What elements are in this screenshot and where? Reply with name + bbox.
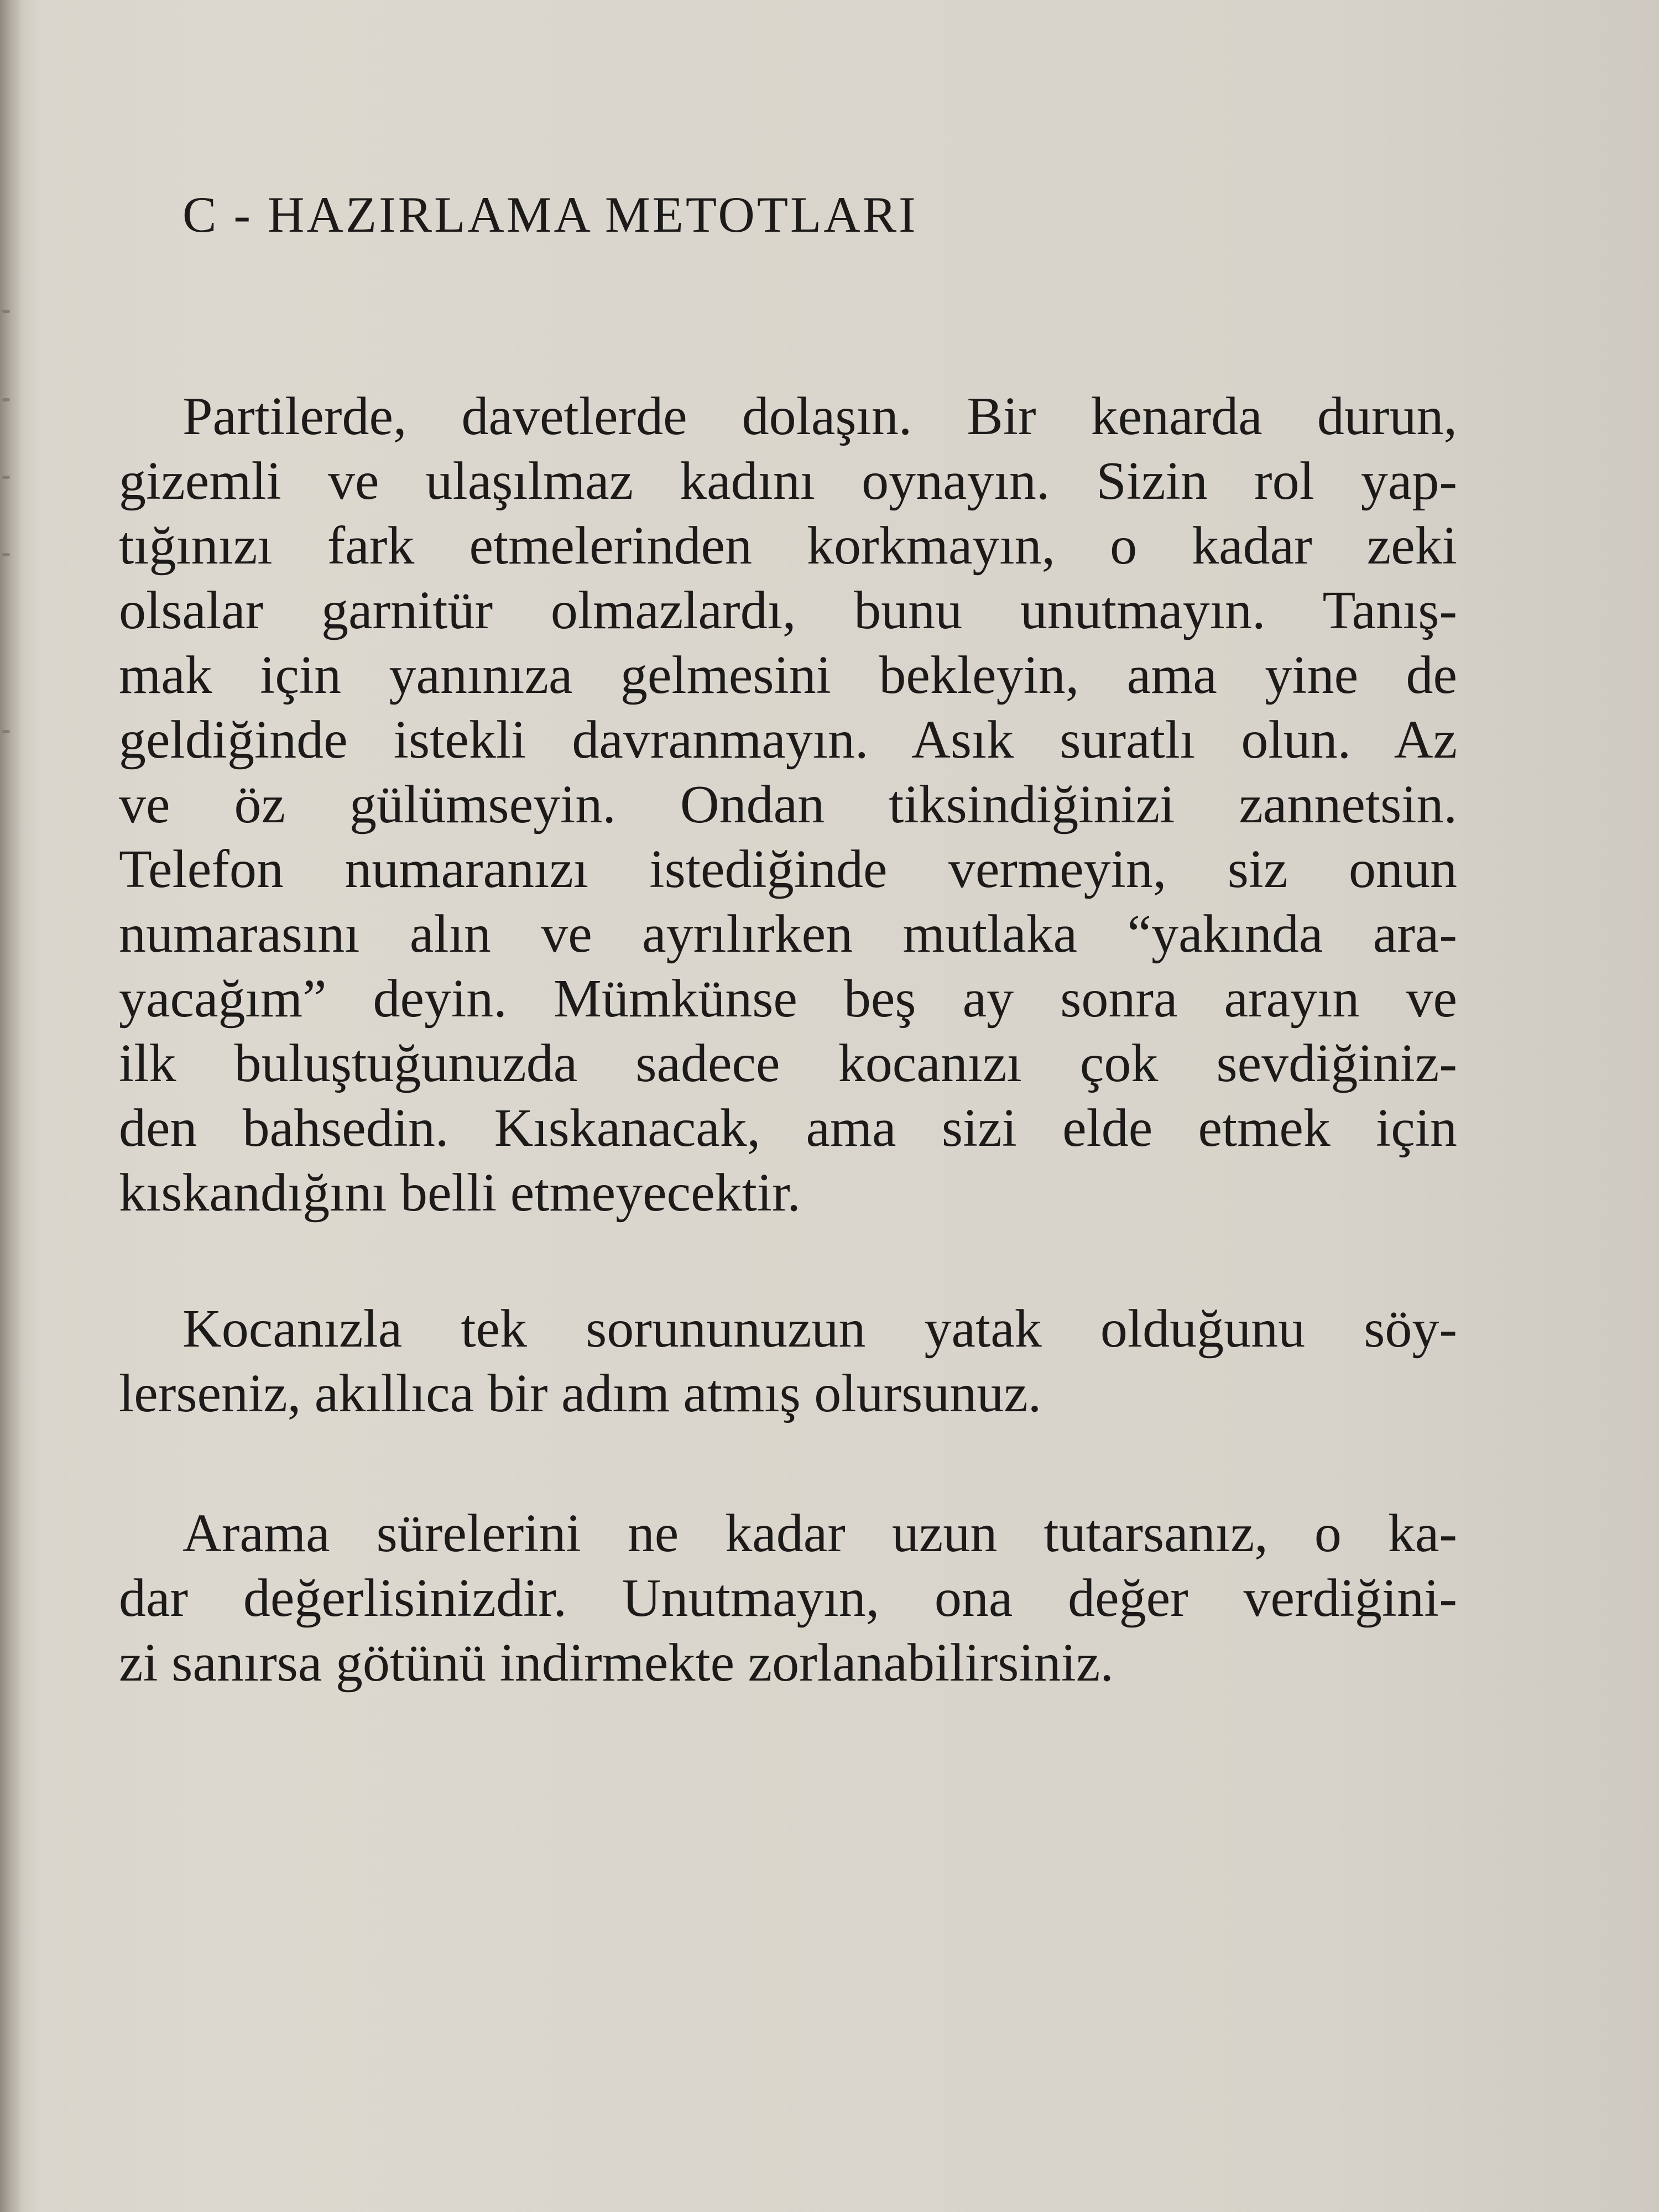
edge-mark [2, 310, 10, 313]
text-line: yacağım” deyin. Mümkünse beş ay sonra arayın ve [119, 969, 1457, 1029]
edge-mark [2, 730, 10, 733]
text-line: geldiğinde istekli davranmayın. Asık suratlı olun. Az [119, 710, 1457, 770]
paragraph-1 [119, 384, 1457, 1225]
text-line: ilk buluştuğunuzda sadece kocanızı çok sevdiğiniz- [119, 1034, 1457, 1093]
text-line: den bahsedin. Kıskanacak, ama sizi elde etmek için [119, 1098, 1457, 1158]
text-line: lerseniz, akıllıca bir adım atmış olursunuz. [119, 1364, 1042, 1423]
text-line: zi sanırsa götünü indirmekte zorlanabilirsiniz. [119, 1633, 1114, 1693]
page-edge-marks [0, 310, 14, 807]
text-line: Telefon numaranızı istediğinde vermeyin, siz onun [119, 839, 1457, 899]
edge-mark [2, 476, 10, 479]
edge-mark [2, 398, 10, 401]
section-heading: C - HAZIRLAMA METOTLARI [182, 186, 918, 243]
text-line: numarasını alın ve ayrılırken mutlaka “yakında ara- [119, 904, 1457, 964]
paragraph-3 [119, 1501, 1457, 1695]
text-line: dar değerlisinizdir. Unutmayın, ona değer verdiğini- [119, 1568, 1457, 1628]
text-line: Partilerde, davetlerde dolaşın. Bir kenarda durun, [182, 387, 1457, 446]
text-line: gizemli ve ulaşılmaz kadını oynayın. Sizin rol yap- [119, 451, 1457, 511]
text-line: ve öz gülümseyin. Ondan tiksindiğinizi zannetsin. [119, 775, 1457, 834]
text-line: Arama sürelerini ne kadar uzun tutarsanız, o ka- [182, 1504, 1457, 1563]
edge-mark [2, 553, 10, 556]
text-line: mak için yanınıza gelmesini bekleyin, ama yine de [119, 645, 1457, 705]
text-line: kıskandığını belli etmeyecektir. [119, 1163, 801, 1223]
text-line: olsalar garnitür olmazlardı, bunu unutmayın. Tanış- [119, 581, 1457, 640]
text-line: tığınızı fark etmelerinden korkmayın, o kadar zeki [119, 516, 1457, 576]
text-line: Kocanızla tek sorununuzun yatak olduğunu söy- [182, 1299, 1457, 1359]
paragraph-2 [119, 1297, 1457, 1426]
